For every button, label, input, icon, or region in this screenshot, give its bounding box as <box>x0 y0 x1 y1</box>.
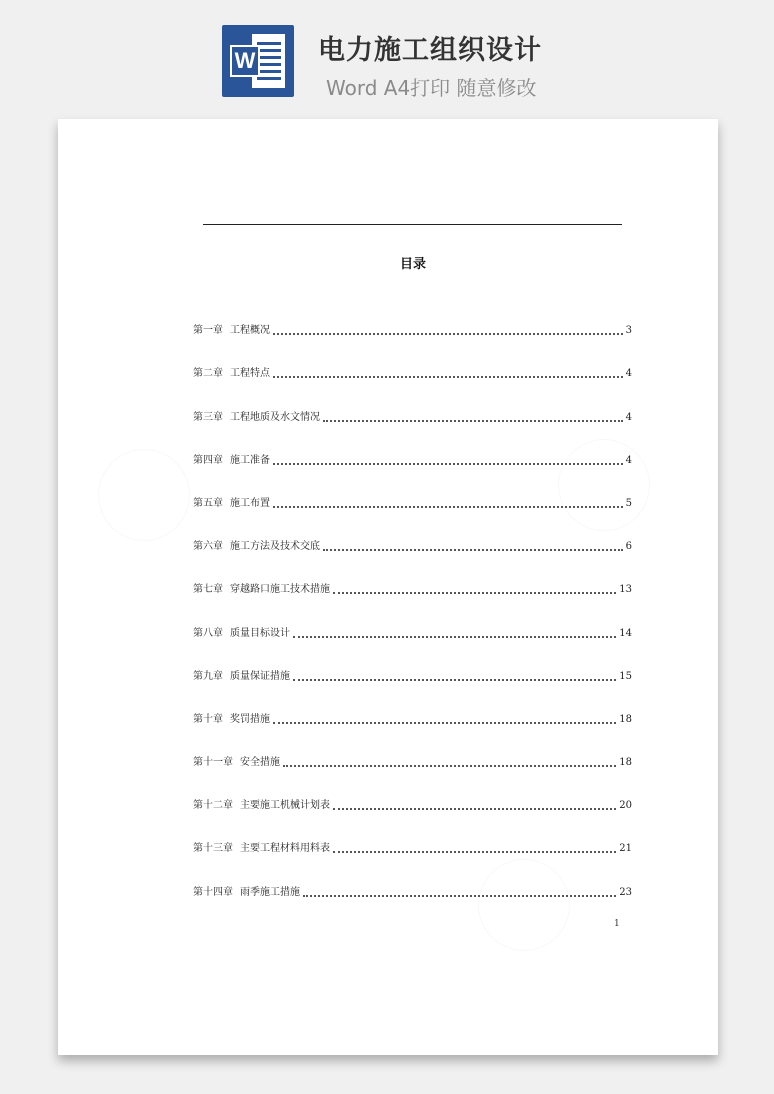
toc-title: 质量保证措施 <box>230 670 290 682</box>
toc-entry[interactable] <box>193 770 632 813</box>
toc-dot-leader <box>273 324 623 338</box>
toc-dot-leader <box>333 842 616 856</box>
toc-title: 施工方法及技术交底 <box>230 541 320 553</box>
banner-subtitle: Word A4打印 随意修改 <box>326 76 537 100</box>
toc-dot-leader <box>293 627 616 641</box>
toc-title: 安全措施 <box>240 757 280 769</box>
toc-page-number: 6 <box>625 541 632 553</box>
toc-page-number: 15 <box>619 670 632 682</box>
toc-title: 工程概况 <box>230 325 270 337</box>
toc-chapter: 第十章 <box>193 713 223 725</box>
toc-entry[interactable] <box>193 641 632 684</box>
document-page <box>58 119 718 1055</box>
toc-chapter: 第十二章 <box>193 800 233 812</box>
toc-dot-leader <box>333 583 616 597</box>
toc-chapter: 第十四章 <box>193 886 233 898</box>
toc-entry[interactable] <box>193 511 632 554</box>
toc-dot-leader <box>293 670 616 684</box>
toc-page-number: 18 <box>619 757 632 769</box>
toc-list <box>193 295 632 900</box>
toc-entry[interactable] <box>193 338 632 381</box>
toc-title: 工程特点 <box>230 368 270 380</box>
toc-title: 施工准备 <box>230 454 270 466</box>
toc-chapter: 第十一章 <box>193 757 233 769</box>
toc-chapter: 第七章 <box>193 584 223 596</box>
toc-title: 雨季施工措施 <box>240 886 300 898</box>
toc-chapter: 第九章 <box>193 670 223 682</box>
toc-title: 工程地质及水文情况 <box>230 411 320 423</box>
toc-entry[interactable] <box>193 727 632 770</box>
toc-entry[interactable] <box>193 856 632 899</box>
toc-page-number: 23 <box>619 886 632 898</box>
toc-page-number: 3 <box>625 325 632 337</box>
toc-entry[interactable] <box>193 813 632 856</box>
toc-entry[interactable] <box>193 554 632 597</box>
toc-title: 穿越路口施工技术措施 <box>230 584 330 596</box>
toc-entry[interactable] <box>193 425 632 468</box>
header-banner <box>0 0 774 118</box>
toc-chapter: 第五章 <box>193 497 223 509</box>
toc-entry[interactable] <box>193 684 632 727</box>
toc-page-number: 4 <box>625 454 632 466</box>
watermark-stamp <box>80 431 208 559</box>
toc-chapter: 第六章 <box>193 541 223 553</box>
toc-entry[interactable] <box>193 468 632 511</box>
toc-dot-leader <box>303 886 616 900</box>
toc-heading: 目录 <box>399 257 426 272</box>
word-icon <box>222 25 294 97</box>
toc-page-number: 4 <box>625 411 632 423</box>
toc-chapter: 第三章 <box>193 411 223 423</box>
toc-page-number: 21 <box>619 843 632 855</box>
page-number: 1 <box>614 919 620 929</box>
toc-chapter: 第二章 <box>193 368 223 380</box>
toc-chapter: 第十三章 <box>193 843 233 855</box>
header-rule <box>203 224 622 225</box>
word-letter-plate <box>230 45 260 77</box>
toc-chapter: 第四章 <box>193 454 223 466</box>
toc-dot-leader <box>333 799 616 813</box>
toc-page-number: 18 <box>619 713 632 725</box>
toc-entry[interactable] <box>193 597 632 640</box>
toc-title: 施工布置 <box>230 497 270 509</box>
toc-page-number: 14 <box>619 627 632 639</box>
word-letter: W <box>234 48 256 73</box>
toc-title: 主要施工机械计划表 <box>240 800 330 812</box>
toc-dot-leader <box>323 540 623 554</box>
banner-title: 电力施工组织设计 <box>318 35 542 66</box>
toc-chapter: 第一章 <box>193 325 223 337</box>
toc-dot-leader <box>273 713 616 727</box>
toc-title: 主要工程材料用料表 <box>240 843 330 855</box>
toc-dot-leader <box>283 756 616 770</box>
toc-title: 质量目标设计 <box>230 627 290 639</box>
toc-entry[interactable] <box>193 381 632 424</box>
toc-chapter: 第八章 <box>193 627 223 639</box>
toc-page-number: 20 <box>619 800 632 812</box>
toc-page-number: 5 <box>625 497 632 509</box>
toc-dot-leader <box>273 367 623 381</box>
toc-title: 奖罚措施 <box>230 713 270 725</box>
toc-page-number: 4 <box>625 368 632 380</box>
toc-dot-leader <box>273 497 623 511</box>
toc-page-number: 13 <box>619 584 632 596</box>
toc-dot-leader <box>273 454 623 468</box>
toc-entry[interactable] <box>193 295 632 338</box>
toc-dot-leader <box>323 411 623 425</box>
